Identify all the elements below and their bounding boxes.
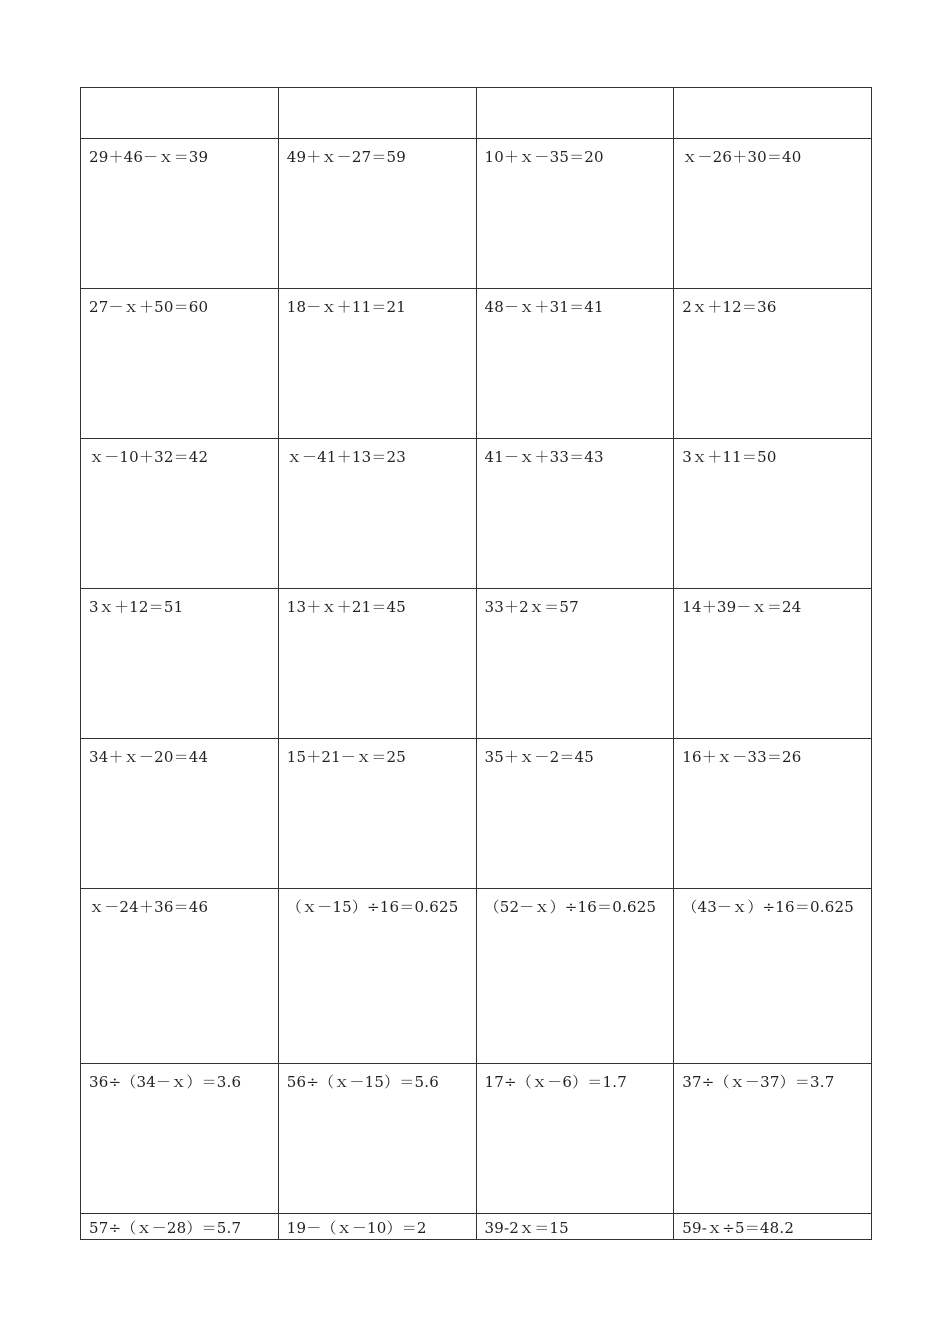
equation-row (81, 1064, 872, 1214)
equation-cell: 19－（ｘ－10）＝2 (278, 1214, 476, 1240)
header-cell (278, 88, 476, 139)
equation-cell: 13＋ｘ＋21＝45 (278, 589, 476, 739)
equation-row (81, 289, 872, 439)
equation-cell: ｘ－24＋36＝46 (81, 889, 279, 1064)
equation-worksheet-table (80, 87, 872, 1240)
equation-cell: 59-ｘ÷5＝48.2 (674, 1214, 872, 1240)
equation-cell: 36÷（34－ｘ）＝3.6 (81, 1064, 279, 1214)
equation-cell: 10＋ｘ－35＝20 (476, 139, 674, 289)
equation-cell: 14＋39－ｘ＝24 (674, 589, 872, 739)
equation-cell: ｘ－26＋30＝40 (674, 139, 872, 289)
equation-cell: 39-2ｘ＝15 (476, 1214, 674, 1240)
equation-cell: 3ｘ＋11＝50 (674, 439, 872, 589)
equation-cell: 34＋ｘ－20＝44 (81, 739, 279, 889)
equation-row (81, 1214, 872, 1240)
equation-cell: 29＋46－ｘ＝39 (81, 139, 279, 289)
equation-cell: （43－ｘ）÷16＝0.625 (674, 889, 872, 1064)
equation-cell: ｘ－10＋32＝42 (81, 439, 279, 589)
equation-cell: 16＋ｘ－33＝26 (674, 739, 872, 889)
equation-cell: （ｘ－15）÷16＝0.625 (278, 889, 476, 1064)
header-cell (674, 88, 872, 139)
equation-cell: 48－ｘ＋31＝41 (476, 289, 674, 439)
equation-row (81, 439, 872, 589)
header-cell (476, 88, 674, 139)
equation-cell: 27－ｘ＋50＝60 (81, 289, 279, 439)
equation-cell: 15＋21－ｘ＝25 (278, 739, 476, 889)
equation-cell: 37÷（ｘ－37）＝3.7 (674, 1064, 872, 1214)
equation-row (81, 739, 872, 889)
equation-cell: ｘ－41＋13＝23 (278, 439, 476, 589)
header-cell (81, 88, 279, 139)
equation-cell: 18－ｘ＋11＝21 (278, 289, 476, 439)
equation-cell: 35＋ｘ－2＝45 (476, 739, 674, 889)
equation-cell: 41－ｘ＋33＝43 (476, 439, 674, 589)
equation-cell: 33＋2ｘ＝57 (476, 589, 674, 739)
equation-row (81, 589, 872, 739)
equation-row (81, 139, 872, 289)
equation-cell: 57÷（ｘ－28）＝5.7 (81, 1214, 279, 1240)
equation-cell: 56÷（ｘ－15）＝5.6 (278, 1064, 476, 1214)
equation-cell: （52－ｘ）÷16＝0.625 (476, 889, 674, 1064)
equation-cell: 17÷（ｘ－6）＝1.7 (476, 1064, 674, 1214)
equation-row (81, 889, 872, 1064)
header-row (81, 88, 872, 139)
equation-cell: 2ｘ＋12＝36 (674, 289, 872, 439)
equation-cell: 3ｘ＋12＝51 (81, 589, 279, 739)
equation-cell: 49＋ｘ－27＝59 (278, 139, 476, 289)
